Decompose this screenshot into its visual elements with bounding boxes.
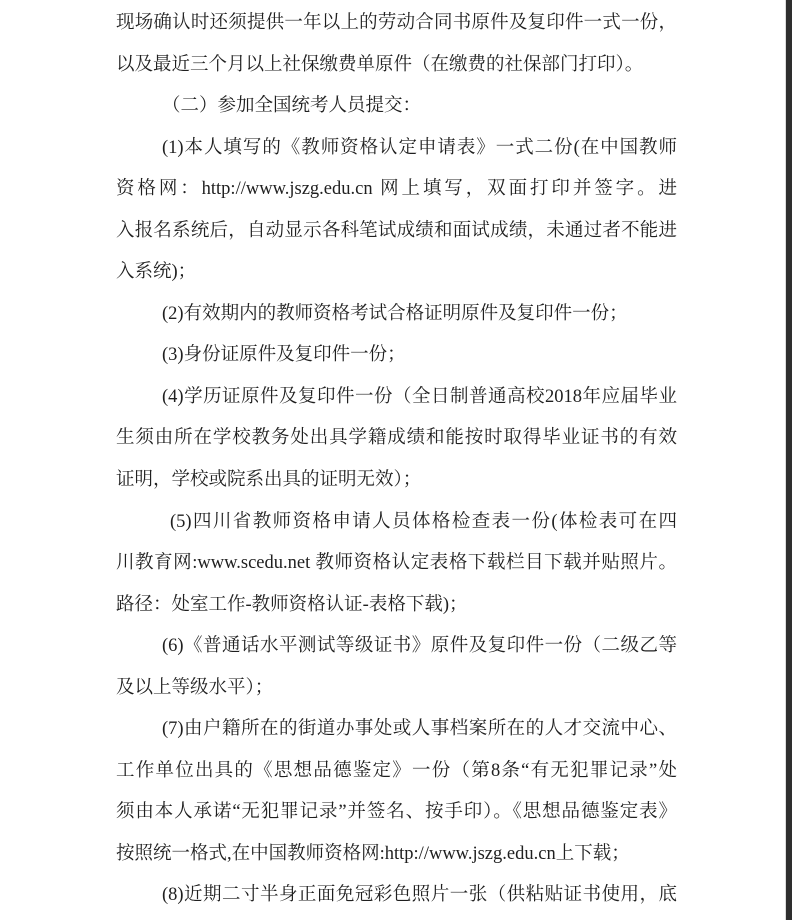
text-line: (7)由户籍所在的街道办事处或人事档案所在的人才交流中心、 [162,719,677,740]
text-line: 川教育网:www.scedu.net 教师资格认定表格下载栏目下载并贴照片。 [116,553,677,574]
text-line: 及以上等级水平）； [116,677,274,698]
text-line: 资格网：http://www.jszg.edu.cn 网上填写，双面打印并签字。进 [116,179,677,200]
text-line: 以及最近三个月以上社保缴费单原件（在缴费的社保部门打印）。 [116,54,644,75]
text-line: 路径：处室工作-教师资格认证-表格下载)； [116,594,468,615]
text-line: (4)学历证原件及复印件一份（全日制普通高校2018年应届毕业 [162,386,677,407]
text-line: 工作单位出具的《思想品德鉴定》一份（第8条“有无犯罪记录”处 [116,760,677,781]
text-line: (8)近期二寸半身正面免冠彩色照片一张（供粘贴证书使用，底 [162,885,677,906]
text-line: 证明，学校或院系出具的证明无效）； [116,470,422,491]
text-line: 生须由所在学校教务处出具学籍成绩和能按时取得毕业证书的有效 [116,428,677,449]
text-line: (2)有效期内的教师资格考试合格证明原件及复印件一份； [162,303,628,324]
text-line: 须由本人承诺“无犯罪记录”并签名、按手印）。《思想品德鉴定表》 [116,802,677,823]
document-text [116,3,677,917]
text-line: 按照统一格式,在中国教师资格网:http://www.jszg.edu.cn上下载； [116,843,630,864]
text-line: 入报名系统后，自动显示各科笔试成绩和面试成绩，未通过者不能进 [116,220,677,241]
text-line: (6)《普通话水平测试等级证书》原件及复印件一份（二级乙等 [162,636,677,657]
text-line: 现场确认时还须提供一年以上的劳动合同书原件及复印件一式一份， [116,13,677,33]
text-line: (5)四川省教师资格申请人员体格检查表一份(体检表可在四 [170,511,677,532]
text-line: 入系统)； [116,262,197,283]
text-line: （二）参加全国统考人员提交： [162,96,422,117]
text-line: (3)身份证原件及复印件一份； [162,345,406,366]
scan-edge-bar [786,0,792,920]
text-line: (1)本人填写的《教师资格认定申请表》一式二份(在中国教师 [162,137,677,158]
